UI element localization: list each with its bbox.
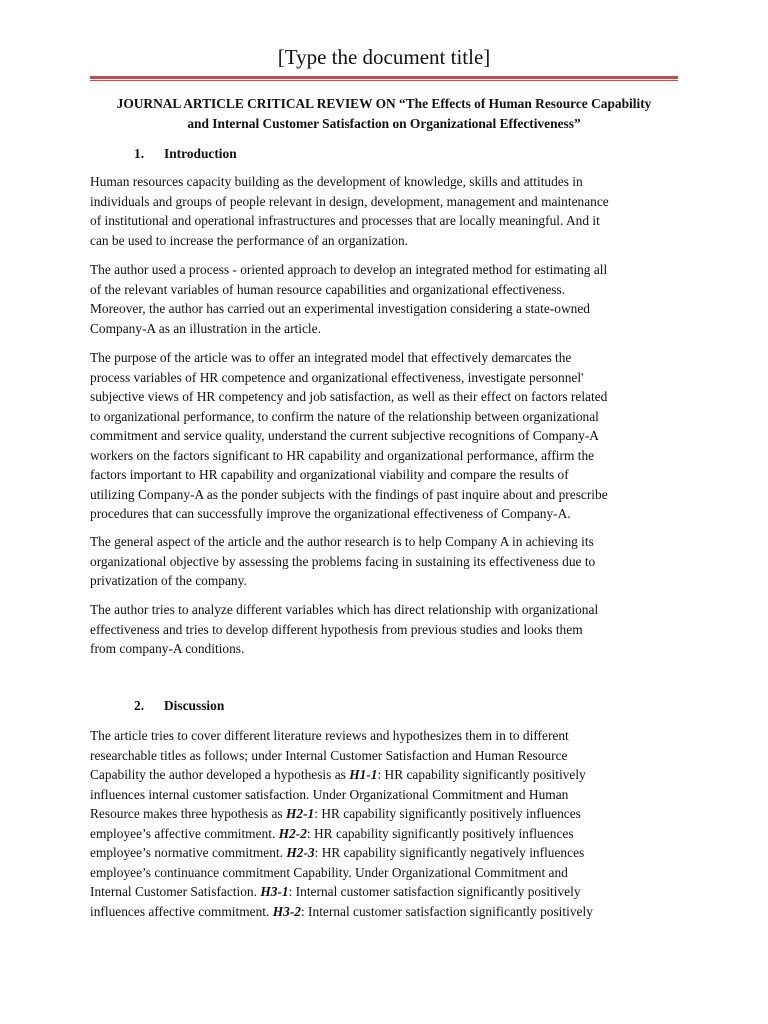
section-title: Discussion: [164, 698, 225, 713]
text-run: employee’s affective commitment.: [90, 825, 279, 841]
text-line: Moreover, the author has carried out an experimental investigation considering a state-owned: [90, 301, 590, 316]
text-line: privatization of the company.: [90, 573, 247, 588]
text-line: commitment and service quality, understand the current subjective recognitions of Company-A: [90, 428, 599, 443]
text-run: : HR capability significantly negatively influences: [314, 845, 585, 860]
text-line: organizational objective by assessing the problems facing in sustaining its effectiveness due to: [90, 553, 596, 569]
hypothesis-label: H2-2: [278, 825, 307, 841]
text-line: individuals and groups of people relevant in design, development, management and maintenance: [90, 193, 609, 209]
discussion-paragraph: [90, 726, 680, 921]
text-line: of institutional and operational infrastructures and processes that are locally meaningful. And it: [90, 213, 600, 228]
article-title-line-1: JOURNAL ARTICLE CRITICAL REVIEW ON “The Effects of Human Resource Capability: [116, 96, 652, 111]
text-line: factors important to HR capability and organizational viability and compare the results of: [90, 467, 569, 482]
text-run: employee’s normative commitment.: [90, 845, 287, 860]
text-line: procedures that can successfully improve the organizational effectiveness of Company-A.: [90, 506, 571, 521]
text-line: from company-A conditions.: [90, 641, 245, 656]
text-line: workers on the factors significant to HR capability and organizational performance, affirm the: [90, 447, 595, 463]
section-heading-introduction: [134, 144, 237, 164]
text-run: : HR capability significantly positively influences: [314, 806, 581, 821]
text-line: The article tries to cover different literature reviews and hypothesizes them in to different: [90, 728, 569, 743]
paragraph-5: [90, 600, 680, 659]
text-line: effectiveness and tries to develop different hypothesis from previous studies and looks them: [90, 621, 583, 637]
text-run: Capability the author developed a hypothesis as: [90, 767, 350, 782]
text-run: : HR capability significantly positively: [377, 767, 586, 782]
text-run: Internal Customer Satisfaction.: [90, 884, 261, 899]
text-line: The author tries to analyze different variables which has direct relationship with organizational: [90, 602, 599, 617]
hypothesis-label: H1-1: [349, 767, 378, 782]
hypothesis-label: H2-3: [286, 845, 315, 860]
section-heading-discussion: [134, 696, 224, 716]
section-number: 1.: [134, 146, 145, 161]
text-line: researchable titles as follows; under Internal Customer Satisfaction and Human Resource: [90, 747, 568, 763]
paragraph-2: [90, 260, 680, 338]
text-run: : Internal customer satisfaction significantly positively: [300, 903, 593, 919]
header-rule-thick: [90, 76, 678, 79]
section-number: 2.: [134, 698, 145, 713]
text-line: employee’s continuance commitment Capability. Under Organizational Commitment and: [90, 864, 568, 880]
text-line: Company-A as an illustration in the article.: [90, 320, 321, 336]
text-run: influences affective commitment.: [90, 903, 273, 919]
hypothesis-label: H3-2: [272, 903, 301, 919]
text-line: [90, 882, 680, 902]
article-title: [90, 94, 678, 134]
paragraph-1: [90, 172, 680, 250]
text-line: [90, 902, 680, 922]
text-line: process variables of HR competence and organizational effectiveness, investigate personnel': [90, 369, 584, 385]
article-title-line-2: and Internal Customer Satisfaction on Organizational Effectiveness”: [187, 116, 581, 131]
text-line: [90, 804, 680, 824]
text-line: [90, 843, 680, 863]
text-run: Resource makes three hypothesis as: [90, 806, 286, 821]
text-line: utilizing Company-A as the ponder subjects with the findings of past inquire about and prescribe: [90, 486, 608, 502]
paragraph-4: [90, 532, 680, 591]
text-line: [90, 824, 680, 844]
text-line: The general aspect of the article and the author research is to help Company A in achieving its: [90, 534, 594, 549]
text-line: of the relevant variables of human resource capabilities and organizational effectiveness.: [90, 281, 566, 297]
hypothesis-label: H3-1: [260, 884, 289, 899]
text-line: to organizational performance, to confirm the nature of the relationship between organizational: [90, 408, 599, 424]
text-line: influences internal customer satisfaction. Under Organizational Commitment and Human: [90, 786, 569, 802]
header-rule-thin: [90, 80, 678, 81]
text-run: : Internal customer satisfaction significantly positively: [288, 884, 581, 899]
text-line: The purpose of the article was to offer an integrated model that effectively demarcates the: [90, 350, 572, 365]
section-title: Introduction: [164, 146, 237, 161]
hypothesis-label: H2-1: [285, 806, 315, 821]
text-line: subjective views of HR competency and job satisfaction, as well as their effect on factors related: [90, 389, 608, 404]
text-line: can be used to increase the performance of an organization.: [90, 232, 409, 248]
text-line: Human resources capacity building as the development of knowledge, skills and attitudes in: [90, 174, 583, 189]
paragraph-3: [90, 348, 680, 524]
text-line: [90, 765, 680, 785]
document-header-title: [Type the document title]: [277, 45, 491, 69]
text-line: The author used a process - oriented approach to develop an integrated method for estimating all: [90, 262, 608, 277]
text-run: : HR capability significantly positively influences: [306, 825, 574, 841]
